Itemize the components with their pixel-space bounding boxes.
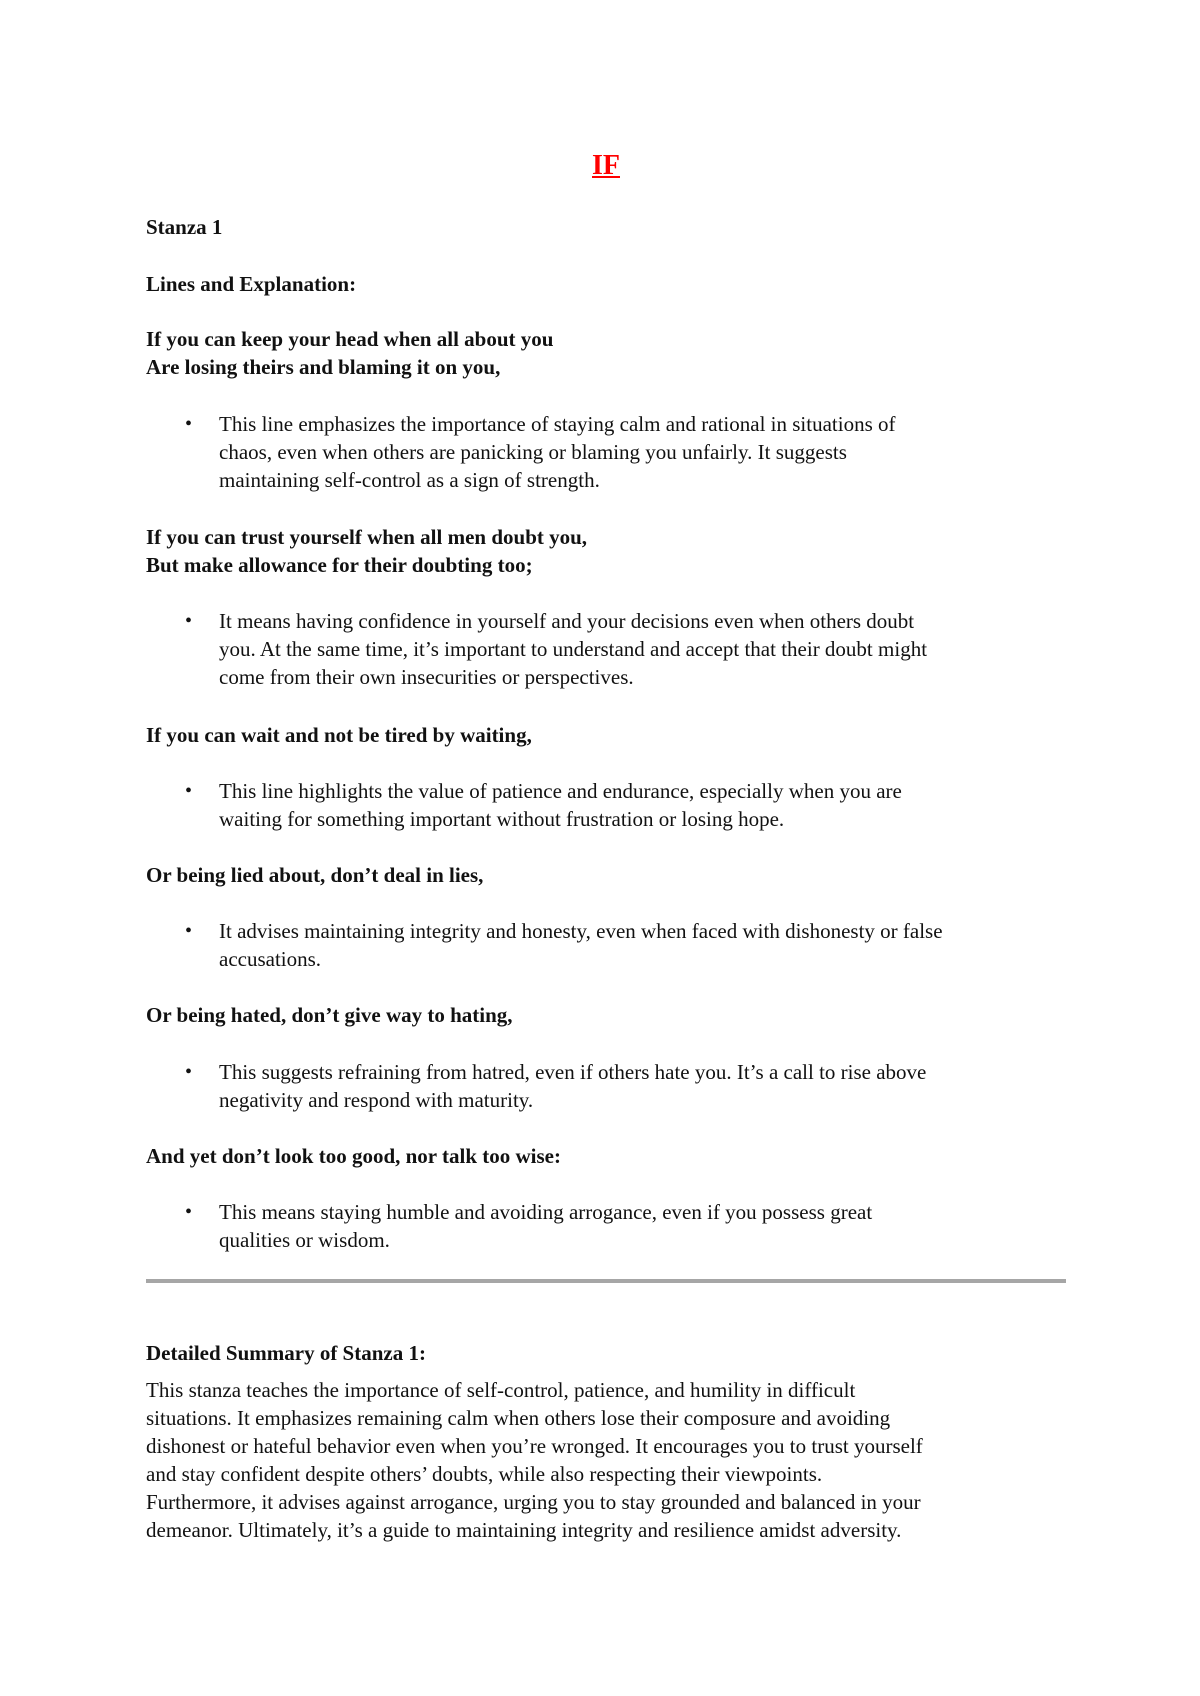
explanation-line: maintaining self-control as a sign of strength.: [219, 468, 600, 492]
summary-line: situations. It emphasizes remaining calm when others lose their composure and avoiding: [146, 1406, 891, 1430]
explanation-line: you. At the same time, it’s important to understand and accept that their doubt might: [219, 637, 928, 661]
explanation-line: accusations.: [219, 947, 322, 971]
explanation-line: waiting for something important without frustration or losing hope.: [219, 807, 785, 831]
summary-heading: Detailed Summary of Stanza 1:: [146, 1341, 426, 1365]
explanation-line: It means having confidence in yourself and your decisions even when others doubt: [219, 609, 915, 633]
summary-paragraph: [146, 1376, 1066, 1544]
explanation-bullet: [185, 1058, 1065, 1114]
summary-line: dishonest or hateful behavior even when you’re wronged. It encourages you to trust yourself: [146, 1434, 923, 1458]
explanation-line: come from their own insecurities or perspectives.: [219, 665, 634, 689]
explanation-line: This line emphasizes the importance of staying calm and rational in situations of: [219, 412, 896, 436]
poem-line: Are losing theirs and blaming it on you,: [146, 355, 501, 379]
explanation-bullet: [185, 917, 1065, 973]
poem-line: If you can keep your head when all about you: [146, 327, 554, 351]
summary-line: Furthermore, it advises against arrogance, urging you to stay grounded and balanced in your: [146, 1490, 921, 1514]
poem-line: Or being lied about, don’t deal in lies,: [146, 863, 484, 887]
explanation-line: chaos, even when others are panicking or blaming you unfairly. It suggests: [219, 440, 847, 464]
explanation-text: [219, 917, 1065, 973]
bullet-icon: •: [185, 413, 193, 435]
poem-line: And yet don’t look too good, nor talk too wise:: [146, 1144, 561, 1168]
explanation-line: This suggests refraining from hatred, even if others hate you. It’s a call to rise above: [219, 1060, 927, 1084]
explanation-line: It advises maintaining integrity and honesty, even when faced with dishonesty or false: [219, 919, 943, 943]
poem-line: But make allowance for their doubting too;: [146, 553, 533, 577]
stanza-heading: Stanza 1: [146, 215, 223, 239]
explanation-bullet: [185, 607, 1065, 691]
poem-line: Or being hated, don’t give way to hating,: [146, 1003, 513, 1027]
explanation-text: [219, 607, 1065, 691]
summary-line: demeanor. Ultimately, it’s a guide to maintaining integrity and resilience amidst adversity.: [146, 1518, 902, 1542]
explanation-text: [219, 1198, 1065, 1254]
explanation-line: qualities or wisdom.: [219, 1228, 390, 1252]
explanation-text: [219, 1058, 1065, 1114]
explanation-bullet: [185, 410, 1065, 494]
bullet-icon: •: [185, 1201, 193, 1223]
bullet-icon: •: [185, 920, 193, 942]
document-title: IF: [592, 150, 620, 181]
summary-line: and stay confident despite others’ doubts, while also respecting their viewpoints.: [146, 1462, 823, 1486]
explanation-line: This means staying humble and avoiding arrogance, even if you possess great: [219, 1200, 873, 1224]
explanation-text: [219, 777, 1065, 833]
explanation-bullet: [185, 777, 1065, 833]
explanation-line: negativity and respond with maturity.: [219, 1088, 534, 1112]
bullet-icon: •: [185, 610, 193, 632]
poem-line: If you can wait and not be tired by waiting,: [146, 723, 532, 747]
horizontal-rule: [146, 1279, 1066, 1283]
explanation-text: [219, 410, 1065, 494]
bullet-icon: •: [185, 1061, 193, 1083]
poem-line: If you can trust yourself when all men doubt you,: [146, 525, 588, 549]
explanation-bullet: [185, 1198, 1065, 1254]
lines-heading: Lines and Explanation:: [146, 272, 357, 296]
summary-line: This stanza teaches the importance of self-control, patience, and humility in difficult: [146, 1378, 856, 1402]
bullet-icon: •: [185, 780, 193, 802]
explanation-line: This line highlights the value of patience and endurance, especially when you are: [219, 779, 902, 803]
